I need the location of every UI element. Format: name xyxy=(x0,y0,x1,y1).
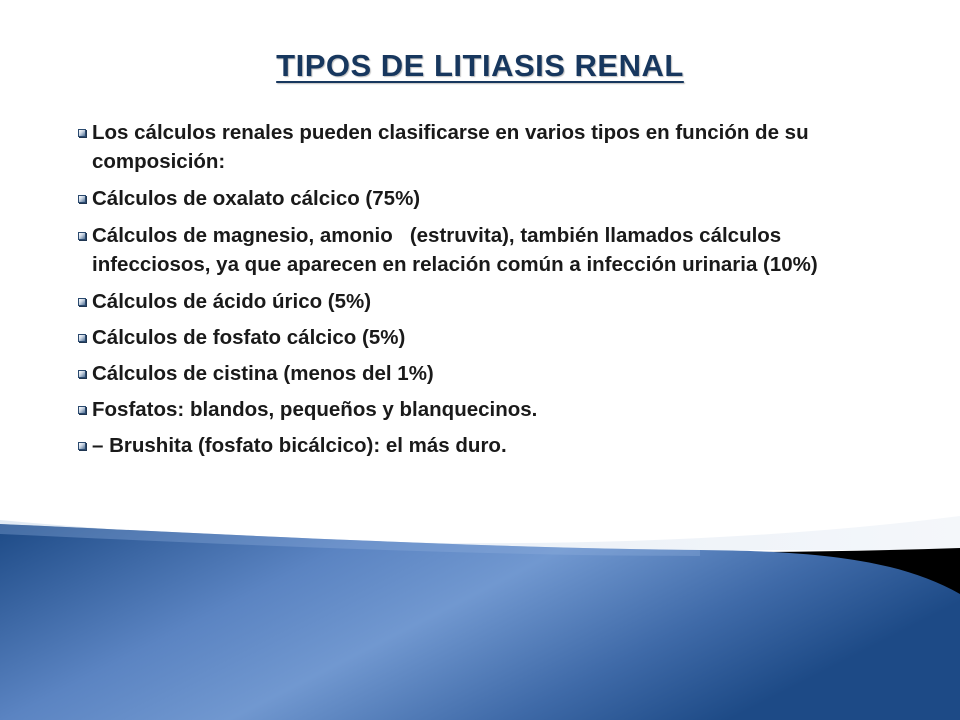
square-bullet-icon xyxy=(78,298,86,306)
bullet-list xyxy=(78,118,878,467)
bullet-item xyxy=(78,395,878,424)
bullet-item xyxy=(78,287,878,316)
square-bullet-icon xyxy=(78,195,86,203)
bullet-text: Cálculos de ácido úrico (5%) xyxy=(92,290,372,313)
bullet-item xyxy=(78,431,878,460)
bullet-text: Cálculos de fosfato cálcico (5%) xyxy=(92,326,406,349)
bullet-text: Cálculos de magnesio, amonio (estruvita), también llamados cálculos infecciosos, ya que aparecen en relación común a infección urinaria (10%) xyxy=(92,224,818,276)
square-bullet-icon xyxy=(78,406,86,414)
square-bullet-icon xyxy=(78,442,86,450)
bullet-text: Fosfatos: blandos, pequeños y blanquecinos. xyxy=(92,398,538,421)
bullet-text: Cálculos de oxalato cálcico (75%) xyxy=(92,187,421,210)
bullet-text: Cálculos de cistina (menos del 1%) xyxy=(92,362,434,385)
square-bullet-icon xyxy=(78,370,86,378)
bullet-item xyxy=(78,323,878,352)
bullet-item xyxy=(78,184,878,213)
bullet-text: Los cálculos renales pueden clasificarse en varios tipos en función de su composición: xyxy=(92,121,809,173)
square-bullet-icon xyxy=(78,334,86,342)
square-bullet-icon xyxy=(78,232,86,240)
slide-title xyxy=(0,48,960,84)
bullet-text: – Brushita (fosfato bicálcico): el más duro. xyxy=(92,434,507,457)
slide-title-text: TIPOS DE LITIASIS RENAL xyxy=(276,48,684,83)
bullet-item xyxy=(78,118,878,176)
bullet-item xyxy=(78,221,878,279)
square-bullet-icon xyxy=(78,129,86,137)
bullet-item xyxy=(78,359,878,388)
